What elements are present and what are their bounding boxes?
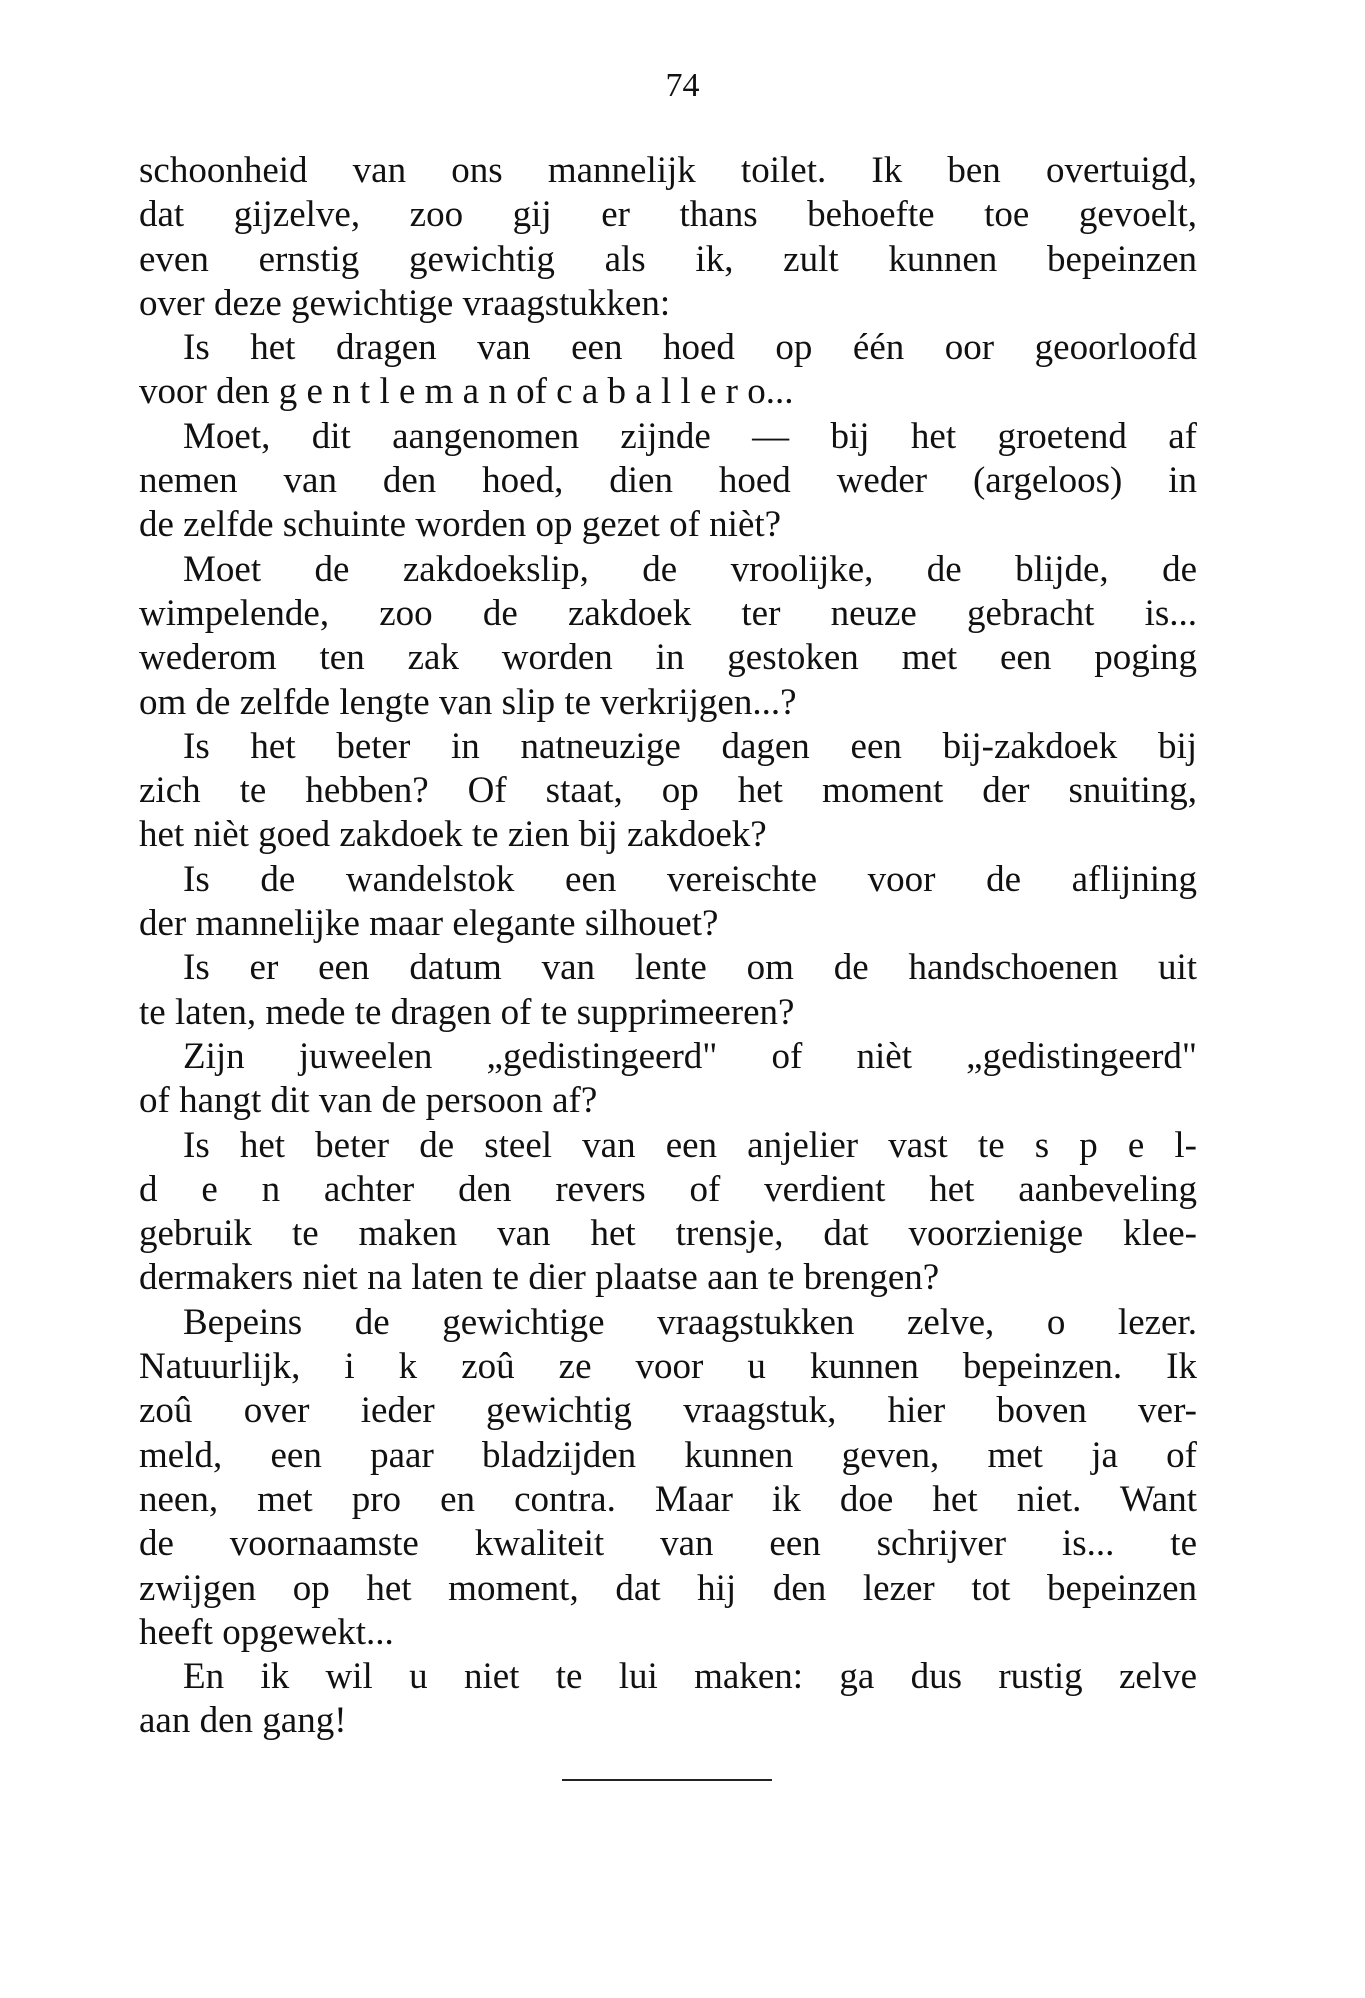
text-line: wederom ten zak worden in gestoken met een poging [139, 637, 1197, 679]
text-line: gebruik te maken van het trensje, dat voorzienige klee- [139, 1213, 1197, 1255]
body-text [139, 149, 1197, 1744]
text-line: Natuurlijk, i k zoû ze voor u kunnen bepeinzen. Ik [139, 1346, 1197, 1388]
text-line: Is het beter de steel van een anjelier vast te s p e l- [183, 1124, 1197, 1166]
text-line: Is het dragen van een hoed op één oor geoorloofd [183, 327, 1197, 369]
text-line: de zelfde schuinte worden op gezet of nièt? [139, 504, 782, 546]
paragraph [139, 149, 1197, 326]
text-line: d e n achter den revers of verdient het aanbeveling [139, 1168, 1197, 1210]
text-line: dermakers niet na laten te dier plaatse aan te brengen? [139, 1257, 940, 1299]
paragraph [139, 725, 1197, 858]
text-line: of hangt dit van de persoon af? [139, 1080, 598, 1122]
paragraph [139, 326, 1197, 415]
text-line: schoonheid van ons mannelijk toilet. Ik ben overtuigd, [139, 150, 1197, 191]
text-line: zwijgen op het moment, dat hij den lezer tot bepeinzen [139, 1567, 1197, 1609]
paragraph [139, 548, 1197, 725]
paragraph [139, 858, 1197, 947]
text-line: Moet de zakdoekslip, de vroolijke, de blijde, de [183, 548, 1197, 590]
section-end-rule [562, 1779, 772, 1781]
text-line: neen, met pro en contra. Maar ik doe het niet. Want [139, 1478, 1197, 1520]
text-line: even ernstig gewichtig als ik, zult kunnen bepeinzen [139, 238, 1197, 280]
text-line: Is de wandelstok een vereischte voor de aflijning [183, 858, 1197, 900]
text-line: der mannelijke maar elegante silhouet? [139, 903, 719, 945]
text-line: zich te hebben? Of staat, op het moment der snuiting, [139, 770, 1197, 812]
text-line: Moet, dit aangenomen zijnde — bij het groetend af [183, 415, 1197, 457]
page-number: 74 [665, 67, 700, 104]
text-line: Zijn juweelen „gedistingeerd" of nièt „gedistingeerd" [183, 1035, 1197, 1077]
text-line: meld, een paar bladzijden kunnen geven, met ja of [139, 1434, 1197, 1476]
text-line: voor den g e n t l e m a n of c a b a l l e r o... [139, 371, 794, 413]
text-line: Is er een datum van lente om de handschoenen uit [183, 947, 1197, 989]
paragraph [139, 1655, 1197, 1744]
paragraph [139, 1124, 1197, 1301]
text-line: nemen van den hoed, dien hoed weder (argeloos) in [139, 460, 1197, 502]
text-line: de voornaamste kwaliteit van een schrijver is... te [139, 1523, 1197, 1565]
text-line: dat gijzelve, zoo gij er thans behoefte toe gevoelt, [139, 194, 1197, 236]
paragraph [139, 1035, 1197, 1124]
paragraph [139, 946, 1197, 1035]
text-line: Bepeins de gewichtige vraagstukken zelve, o lezer. [183, 1301, 1197, 1343]
text-line: zoû over ieder gewichtig vraagstuk, hier boven ver- [139, 1390, 1197, 1432]
text-line: te laten, mede te dragen of te supprimeeren? [139, 991, 795, 1033]
text-line: wimpelende, zoo de zakdoek ter neuze gebracht is... [139, 592, 1197, 634]
text-line: het nièt goed zakdoek te zien bij zakdoek? [139, 814, 767, 856]
text-line: om de zelfde lengte van slip te verkrijgen...? [139, 681, 797, 723]
text-line: Is het beter in natneuzige dagen een bij-zakdoek bij [183, 725, 1197, 767]
paragraph [139, 415, 1197, 548]
text-line: En ik wil u niet te lui maken: ga dus rustig zelve [183, 1656, 1197, 1698]
text-line: over deze gewichtige vraagstukken: [139, 282, 671, 324]
paragraph [139, 1301, 1197, 1655]
text-line: heeft opgewekt... [139, 1611, 394, 1653]
text-line: aan den gang! [139, 1700, 347, 1742]
